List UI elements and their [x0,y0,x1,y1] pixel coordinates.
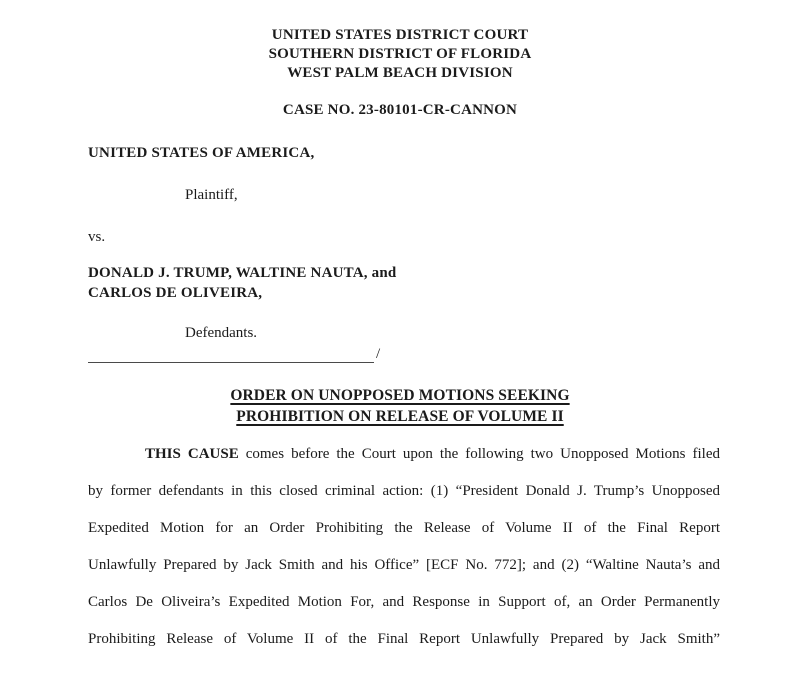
body-line-4: Unlawfully Prepared by Jack Smith and his Office” [ECF No. 772]; and (2) “Waltine Nauta’s and [88,557,720,573]
case-caption [88,144,720,343]
body-line-2: by former defendants in this closed criminal action: (1) “President Donald J. Trump’s Unopposed [88,483,720,499]
order-title-line-2: PROHIBITION ON RELEASE OF VOLUME II [236,408,564,425]
plaintiff-name: UNITED STATES OF AMERICA, [88,145,315,161]
document-page [0,26,800,689]
caption-divider [88,346,800,363]
body-lead-in: THIS CAUSE [145,446,239,462]
court-name-line: UNITED STATES DISTRICT COURT [271,27,529,43]
body-line-3: Expedited Motion for an Order Prohibiting the Release of Volume II of the Final Report [88,520,720,536]
plaintiff-designation: Plaintiff, [185,187,238,203]
defendants-names-line-1: DONALD J. TRUMP, WALTINE NAUTA, and [88,265,397,281]
body-line-5: Carlos De Oliveira’s Expedited Motion For, and Response in Support of, an Order Permanently [88,594,720,610]
defendants-designation: Defendants. [185,325,258,341]
defendants-names-line-2: CARLOS DE OLIVEIRA, [88,284,263,301]
caption-divider-slash: / [376,346,381,362]
order-title [0,385,800,427]
body-line-6: Prohibiting Release of Volume II of the Final Report Unlawfully Prepared by Jack Smith” [88,631,720,647]
court-district-line: SOUTHERN DISTRICT OF FLORIDA [268,46,532,62]
court-header [0,26,800,83]
body-line-1 [88,436,720,473]
versus-label: vs. [88,229,106,245]
case-number: CASE NO. 23-80101-CR-CANNON [282,102,518,118]
defendants-names [88,264,720,303]
body-line-1-rest: comes before the Court upon the following two Unopposed Motions filed [238,446,720,462]
order-title-line-1: ORDER ON UNOPPOSED MOTIONS SEEKING [230,387,570,404]
body-paragraph [88,436,720,658]
court-division-line: WEST PALM BEACH DIVISION [287,65,513,81]
caption-divider-rule [88,346,374,363]
